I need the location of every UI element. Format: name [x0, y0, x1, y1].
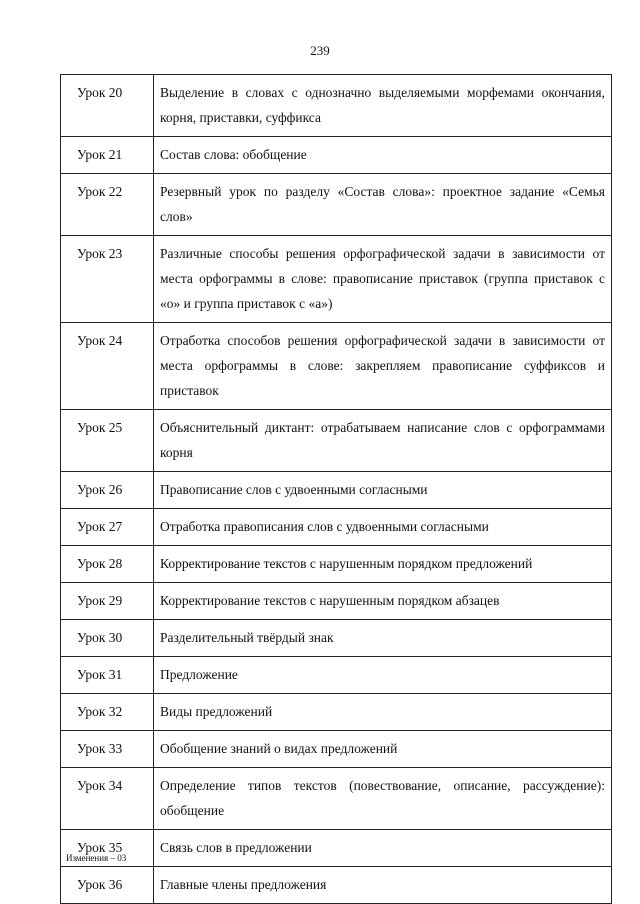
lesson-number-cell: Урок 35 [61, 830, 154, 867]
table-row [61, 694, 612, 731]
table-row [61, 410, 612, 472]
lesson-number-cell: Урок 29 [61, 583, 154, 620]
lesson-topic-cell: Связь слов в предложении [154, 830, 612, 867]
lesson-plan-table [60, 74, 612, 904]
lesson-topic-cell: Обобщение знаний о видах предложений [154, 731, 612, 768]
lesson-topic-cell: Виды предложений [154, 694, 612, 731]
table-row [61, 620, 612, 657]
lesson-number-cell: Урок 25 [61, 410, 154, 472]
lesson-topic-cell: Отработка способов решения орфографической задачи в зависимости от места орфограммы в слове: закрепляем правописание суффиксов и приставок [154, 323, 612, 410]
lesson-number-cell: Урок 26 [61, 472, 154, 509]
lesson-topic-cell: Корректирование текстов с нарушенным порядком абзацев [154, 583, 612, 620]
lesson-number-cell: Урок 36 [61, 867, 154, 904]
table-row [61, 174, 612, 236]
table-row [61, 236, 612, 323]
table-row [61, 472, 612, 509]
lesson-number-cell: Урок 23 [61, 236, 154, 323]
table-row [61, 509, 612, 546]
lesson-topic-cell: Отработка правописания слов с удвоенными согласными [154, 509, 612, 546]
lesson-topic-cell: Состав слова: обобщение [154, 137, 612, 174]
lesson-topic-cell: Разделительный твёрдый знак [154, 620, 612, 657]
lesson-number-cell: Урок 20 [61, 75, 154, 137]
lesson-topic-cell: Выделение в словах с однозначно выделяемыми морфемами окончания, корня, приставки, суффикса [154, 75, 612, 137]
lesson-topic-cell: Правописание слов с удвоенными согласными [154, 472, 612, 509]
footer-revision-note: Изменения – 03 [66, 853, 127, 863]
page-number: 239 [310, 43, 330, 58]
lesson-topic-cell: Определение типов текстов (повествование, описание, рассуждение): обобщение [154, 768, 612, 830]
lesson-topic-cell: Различные способы решения орфографической задачи в зависимости от места орфограммы в слове: правописание приставок (группа приставок с «о» и группа приставок с «а») [154, 236, 612, 323]
lesson-topic-cell: Главные члены предложения [154, 867, 612, 904]
lesson-number-cell: Урок 24 [61, 323, 154, 410]
lesson-topic-cell: Корректирование текстов с нарушенным порядком предложений [154, 546, 612, 583]
table-row [61, 830, 612, 867]
table-row [61, 323, 612, 410]
table-row [61, 768, 612, 830]
table-row [61, 657, 612, 694]
lesson-topic-cell: Резервный урок по разделу «Состав слова»: проектное задание «Семья слов» [154, 174, 612, 236]
lesson-number-cell: Урок 30 [61, 620, 154, 657]
lesson-number-cell: Урок 28 [61, 546, 154, 583]
table-row [61, 583, 612, 620]
lesson-number-cell: Урок 33 [61, 731, 154, 768]
lesson-number-cell: Урок 32 [61, 694, 154, 731]
table-row [61, 75, 612, 137]
lesson-number-cell: Урок 34 [61, 768, 154, 830]
table-row [61, 867, 612, 904]
lesson-number-cell: Урок 21 [61, 137, 154, 174]
lesson-topic-cell: Предложение [154, 657, 612, 694]
table-row [61, 137, 612, 174]
lesson-number-cell: Урок 22 [61, 174, 154, 236]
lesson-number-cell: Урок 31 [61, 657, 154, 694]
table-row [61, 731, 612, 768]
lesson-number-cell: Урок 27 [61, 509, 154, 546]
table-row [61, 546, 612, 583]
lesson-topic-cell: Объяснительный диктант: отрабатываем написание слов с орфограммами корня [154, 410, 612, 472]
